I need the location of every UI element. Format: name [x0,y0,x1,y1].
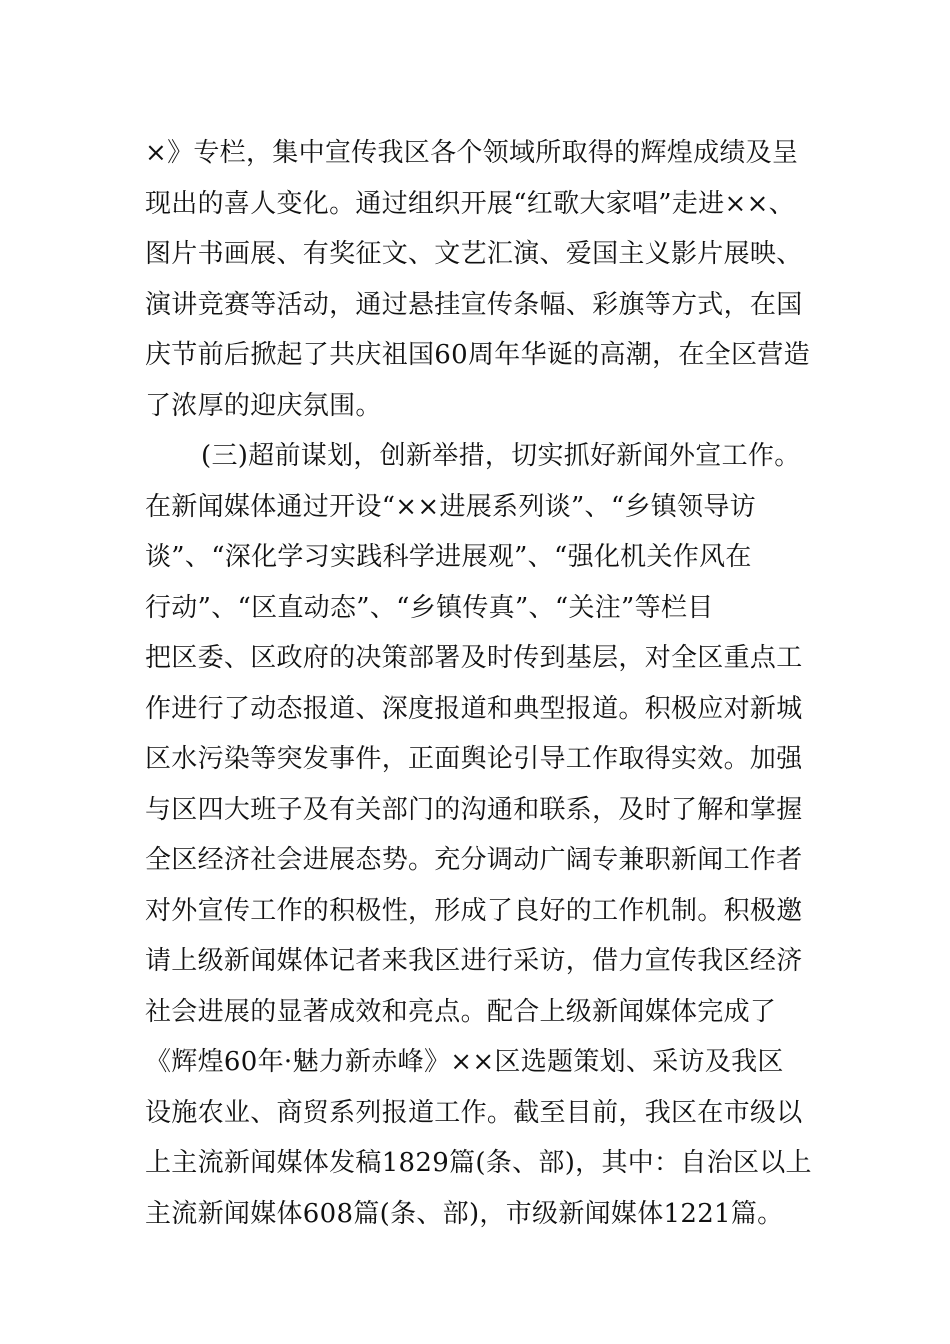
text-line: 上主流新闻媒体发稿1829篇(条、部)，其中：自治区以上 [145,1148,812,1178]
text-line: ×》专栏，集中宣传我区各个领域所取得的辉煌成绩及呈 [145,138,799,168]
text-line: 把区委、区政府的决策部署及时传到基层，对全区重点工 [145,643,803,673]
text-line: 对外宣传工作的积极性，形成了良好的工作机制。积极邀 [145,895,803,926]
text-line: 现出的喜人变化。通过组织开展“红歌大家唱”走进××、 [145,188,795,219]
text-line: 请上级新闻媒体记者来我区进行采访，借力宣传我区经济 [145,946,803,976]
section-heading-line: (三)超前谋划，创新举措，切实抓好新闻外宣工作。 [201,441,801,471]
text-line: 作进行了动态报道、深度报道和典型报道。积极应对新城 [145,693,803,724]
text-line: 了浓厚的迎庆氛围。 [145,390,382,421]
text-line: 主流新闻媒体608篇(条、部)，市级新闻媒体1221篇。 [145,1198,784,1229]
text-line: 全区经济社会进展态势。充分调动广阔专兼职新闻工作者 [145,845,803,875]
text-line: 庆节前后掀起了共庆祖国60周年华诞的高潮，在全区营造 [145,340,810,370]
text-line: 与区四大班子及有关部门的沟通和联系，及时了解和掌握 [145,794,803,825]
text-line: 图片书画展、有奖征文、文艺汇演、爱国主义影片展映、 [145,239,803,269]
text-line: 社会进展的显著成效和亮点。配合上级新闻媒体完成了 [145,996,777,1027]
text-line: 区水污染等突发事件，正面舆论引导工作取得实效。加强 [145,744,803,774]
text-line: 演讲竞赛等活动，通过悬挂宣传条幅、彩旗等方式，在国 [145,289,803,320]
text-line: 行动”、“区直动态”、“乡镇传真”、“关注”等栏目 [145,592,714,623]
text-line: 谈”、“深化学习实践科学进展观”、“强化机关作风在 [145,542,752,572]
body-text [145,128,825,1239]
text-line: 在新闻媒体通过开设“××进展系列谈”、“乡镇领导访 [145,491,756,522]
text-line: 《辉煌60年·魅力新赤峰》××区选题策划、采访及我区 [145,1047,784,1077]
text-line: 设施农业、商贸系列报道工作。截至目前，我区在市级以 [145,1097,803,1128]
